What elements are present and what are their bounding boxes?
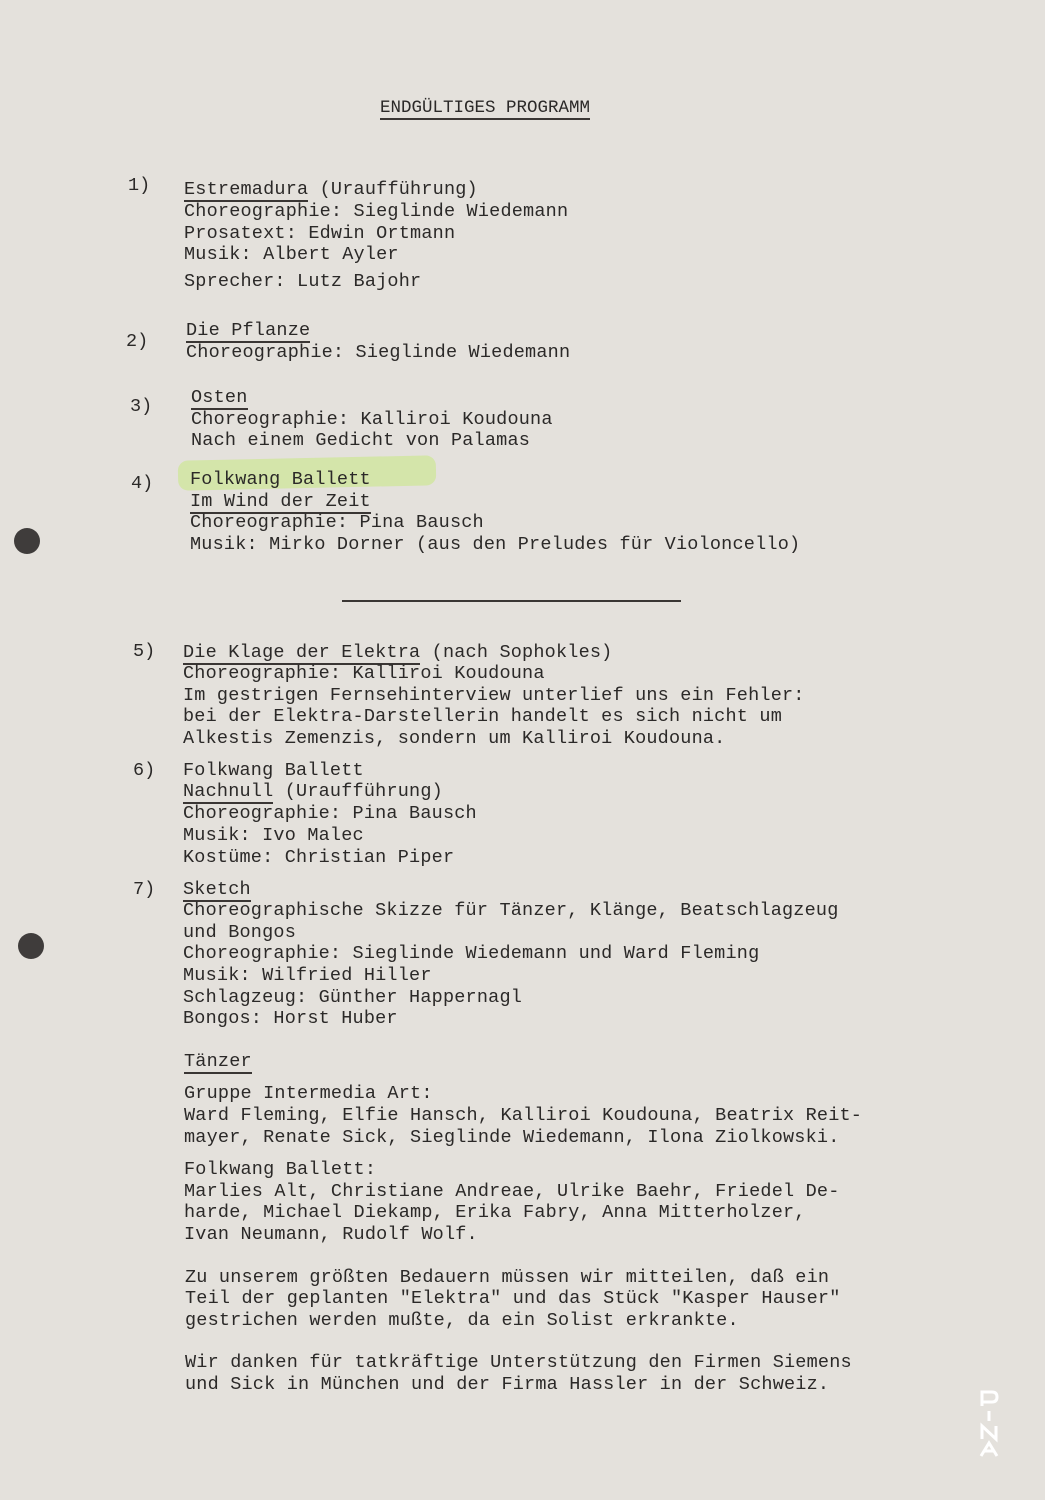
notice-text: Zu unserem größten Bedauern müssen wir mitteilen, daß ein — [185, 1267, 830, 1288]
item-detail: bei der Elektra-Darstellerin handelt es sich nicht um — [183, 706, 782, 727]
item-detail: Choreographie: Sieglinde Wiedemann — [186, 342, 571, 363]
thanks-text: Wir danken für tatkräftige Unterstützung den Firmen Siemens — [185, 1352, 852, 1373]
item-detail: Choreographie: Sieglinde Wiedemann — [184, 201, 569, 222]
dancers-heading-line — [184, 1051, 252, 1073]
item-number: 7) — [133, 879, 156, 900]
item-detail: Nach einem Gedicht von Palamas — [191, 430, 531, 451]
dancer-list: mayer, Renate Sick, Sieglinde Wiedemann, Ilona Ziolkowski. — [184, 1127, 840, 1148]
item-detail: und Bongos — [183, 922, 297, 943]
dancer-list: harde, Michael Diekamp, Erika Fabry, Anna Mitterholzer, — [184, 1202, 806, 1223]
group-label: Folkwang Ballett: — [184, 1159, 377, 1180]
item-title: Die Klage der Elektra — [183, 642, 421, 663]
notice-text: gestrichen werden mußte, da ein Solist erkrankte. — [185, 1310, 739, 1331]
group-label: Gruppe Intermedia Art: — [184, 1083, 433, 1104]
item-detail: Choreographische Skizze für Tänzer, Klänge, Beatschlagzeug — [183, 900, 839, 921]
item-number: 1) — [128, 175, 151, 196]
item-detail: Choreographie: Pina Bausch — [183, 803, 477, 824]
dancers-heading: Tänzer — [184, 1051, 252, 1072]
item-title: Nachnull — [183, 781, 274, 802]
item-number: 4) — [131, 473, 154, 494]
item-detail: Prosatext: Edwin Ortmann — [184, 223, 456, 244]
item-title: Im Wind der Zeit — [190, 491, 371, 512]
notice-text: Teil der geplanten "Elektra" und das Stück "Kasper Hauser" — [185, 1288, 841, 1309]
item-company: Folkwang Ballett — [190, 469, 371, 490]
item-number: 2) — [126, 331, 149, 352]
item-heading-line — [186, 320, 310, 342]
item-detail: Choreographie: Pina Bausch — [190, 512, 484, 533]
punch-hole — [18, 933, 44, 959]
item-title-suffix: (nach Sophokles) — [420, 642, 613, 663]
item-title: Estremadura — [184, 179, 309, 200]
item-detail: Kostüme: Christian Piper — [183, 847, 455, 868]
item-title: Sketch — [183, 879, 251, 900]
item-detail: Musik: Ivo Malec — [183, 825, 364, 846]
dancer-list: Ward Fleming, Elfie Hansch, Kalliroi Koudouna, Beatrix Reit- — [184, 1105, 863, 1126]
dancer-list: Ivan Neumann, Rudolf Wolf. — [184, 1224, 478, 1245]
item-title: Die Pflanze — [186, 320, 311, 341]
item-title-suffix: (Uraufführung) — [308, 179, 478, 200]
item-heading-line — [183, 781, 443, 803]
dancer-list: Marlies Alt, Christiane Andreae, Ulrike Baehr, Friedel De- — [184, 1181, 840, 1202]
item-detail: Bongos: Horst Huber — [183, 1008, 398, 1029]
page-title: ENDGÜLTIGES PROGRAMM — [380, 98, 591, 118]
item-number: 6) — [133, 760, 156, 781]
item-detail: Choreographie: Kalliroi Koudouna — [183, 663, 545, 684]
item-detail: Im gestrigen Fernsehinterview unterlief uns ein Fehler: — [183, 685, 805, 706]
section-divider — [342, 600, 681, 602]
item-detail: Musik: Albert Ayler — [184, 244, 399, 265]
thanks-text: und Sick in München und der Firma Hassler in der Schweiz. — [185, 1374, 830, 1395]
punch-hole — [14, 528, 40, 554]
item-detail: Musik: Mirko Dorner (aus den Preludes für Violoncello) — [190, 534, 801, 555]
item-detail: Sprecher: Lutz Bajohr — [184, 271, 422, 292]
pina-logo — [978, 1390, 1000, 1458]
item-company: Folkwang Ballett — [183, 760, 364, 781]
item-detail: Choreographie: Kalliroi Koudouna — [191, 409, 553, 430]
item-detail: Alkestis Zemenzis, sondern um Kalliroi Koudouna. — [183, 728, 726, 749]
item-heading-line — [183, 879, 251, 901]
item-detail: Musik: Wilfried Hiller — [183, 965, 432, 986]
item-heading-line — [184, 179, 478, 201]
item-heading-line — [190, 491, 371, 513]
item-heading-line — [183, 642, 612, 664]
item-detail: Schlagzeug: Günther Happernagl — [183, 987, 523, 1008]
item-number: 5) — [133, 641, 156, 662]
item-detail: Choreographie: Sieglinde Wiedemann und Ward Fleming — [183, 943, 760, 964]
item-title-suffix: (Uraufführung) — [273, 781, 443, 802]
item-number: 3) — [130, 396, 153, 417]
item-heading-line — [191, 387, 248, 409]
item-title: Osten — [191, 387, 248, 408]
